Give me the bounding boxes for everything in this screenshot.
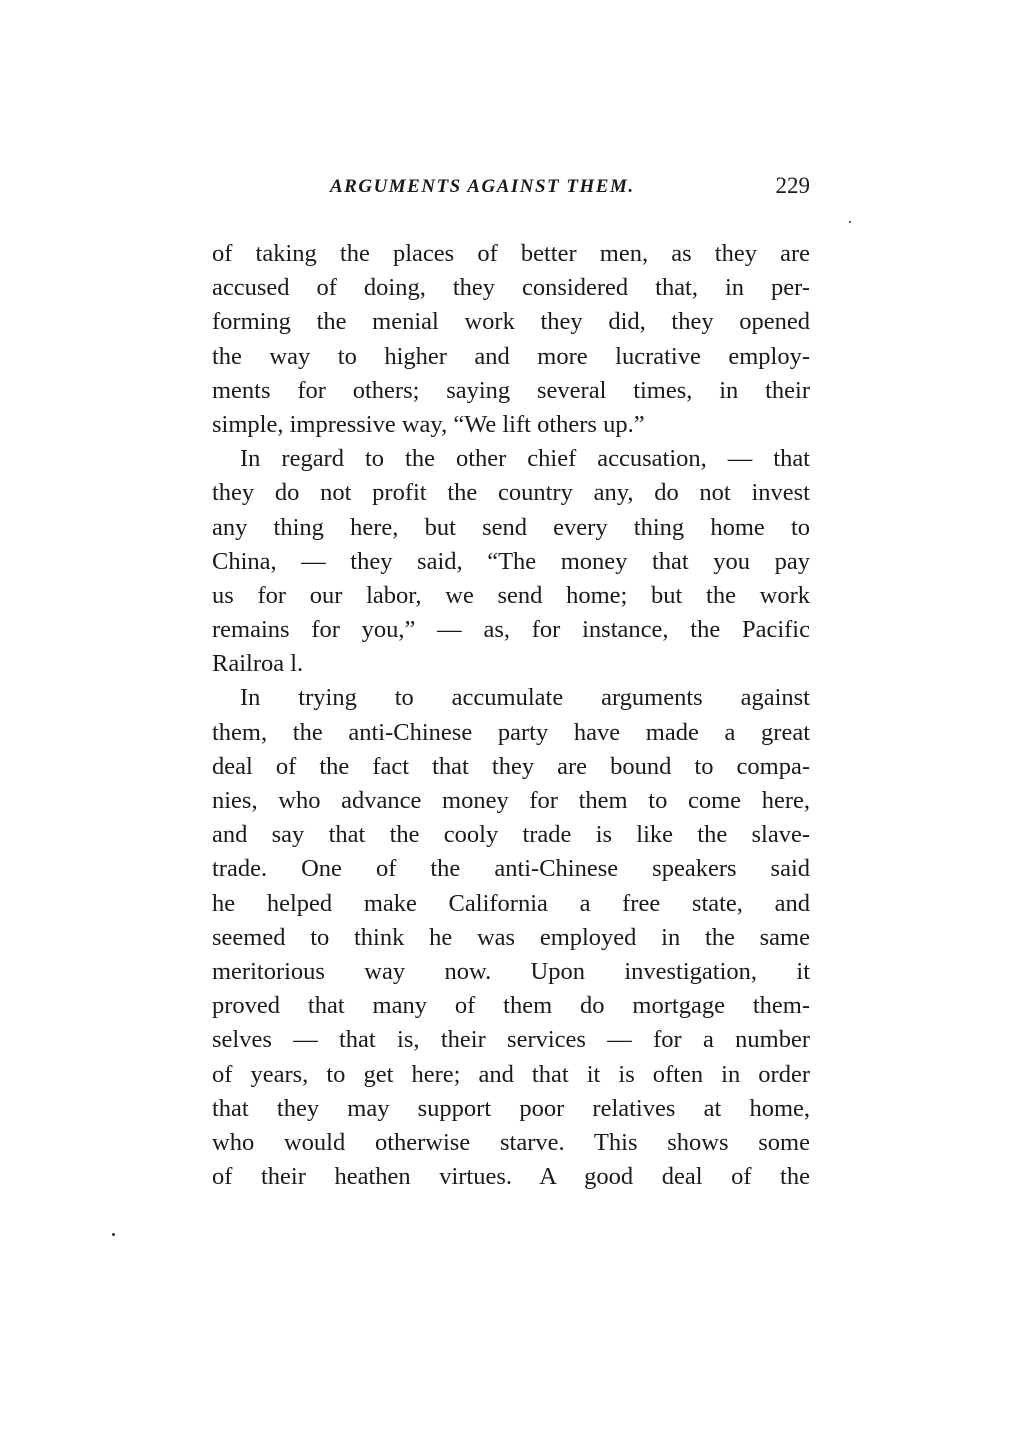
text-line: remains for you,” — as, for instance, the Pacific xyxy=(212,616,810,644)
text-line: ments for others; saying several times, in their xyxy=(212,376,810,404)
text-line: nies, who advance money for them to come here, xyxy=(212,787,810,814)
body-text xyxy=(212,237,810,1194)
text-line: Railroa l. xyxy=(212,650,304,678)
paragraph-3 xyxy=(212,681,810,1194)
text-line: trade. One of the anti-Chinese speakers said xyxy=(212,855,810,883)
text-line: and say that the cooly trade is like the slave- xyxy=(212,821,810,849)
text-line: simple, impressive way, “We lift others up.” xyxy=(212,410,645,438)
text-line: In regard to the other chief accusation, — that xyxy=(240,445,810,473)
page-number: 229 xyxy=(775,173,810,198)
text-line: seemed to think he was employed in the same xyxy=(212,923,810,951)
text-line: of their heathen virtues. A good deal of the xyxy=(212,1163,810,1191)
scan-speck xyxy=(849,221,851,223)
text-line: us for our labor, we send home; but the work xyxy=(212,581,810,609)
text-line: any thing here, but send every thing home to xyxy=(212,513,810,541)
text-line: deal of the fact that they are bound to compa- xyxy=(212,752,810,780)
text-line: proved that many of them do mortgage them- xyxy=(212,992,810,1020)
text-line: who would otherwise starve. This shows some xyxy=(212,1128,810,1156)
text-line: forming the menial work they did, they opened xyxy=(212,308,810,336)
text-line: that they may support poor relatives at home, xyxy=(212,1094,810,1122)
running-head xyxy=(212,173,810,206)
text-line: the way to higher and more lucrative employ- xyxy=(212,342,810,370)
text-line: China, — they said, “The money that you pay xyxy=(212,547,810,575)
text-line: selves — that is, their services — for a number xyxy=(212,1026,810,1054)
scan-speck xyxy=(112,1233,115,1236)
text-line: of years, to get here; and that it is often in order xyxy=(212,1060,810,1088)
running-title: ARGUMENTS AGAINST THEM. xyxy=(330,176,635,197)
text-line: he helped make California a free state, and xyxy=(212,889,810,917)
paragraph-1 xyxy=(212,237,810,442)
text-line: them, the anti-Chinese party have made a great xyxy=(212,718,810,746)
text-line: In trying to accumulate arguments against xyxy=(240,684,810,712)
text-line: of taking the places of better men, as they are xyxy=(212,240,810,267)
text-line: meritorious way now. Upon investigation, it xyxy=(212,957,810,985)
text-line: accused of doing, they considered that, in per- xyxy=(212,274,810,302)
paragraph-2 xyxy=(212,442,810,681)
text-line: they do not profit the country any, do not invest xyxy=(212,479,810,507)
